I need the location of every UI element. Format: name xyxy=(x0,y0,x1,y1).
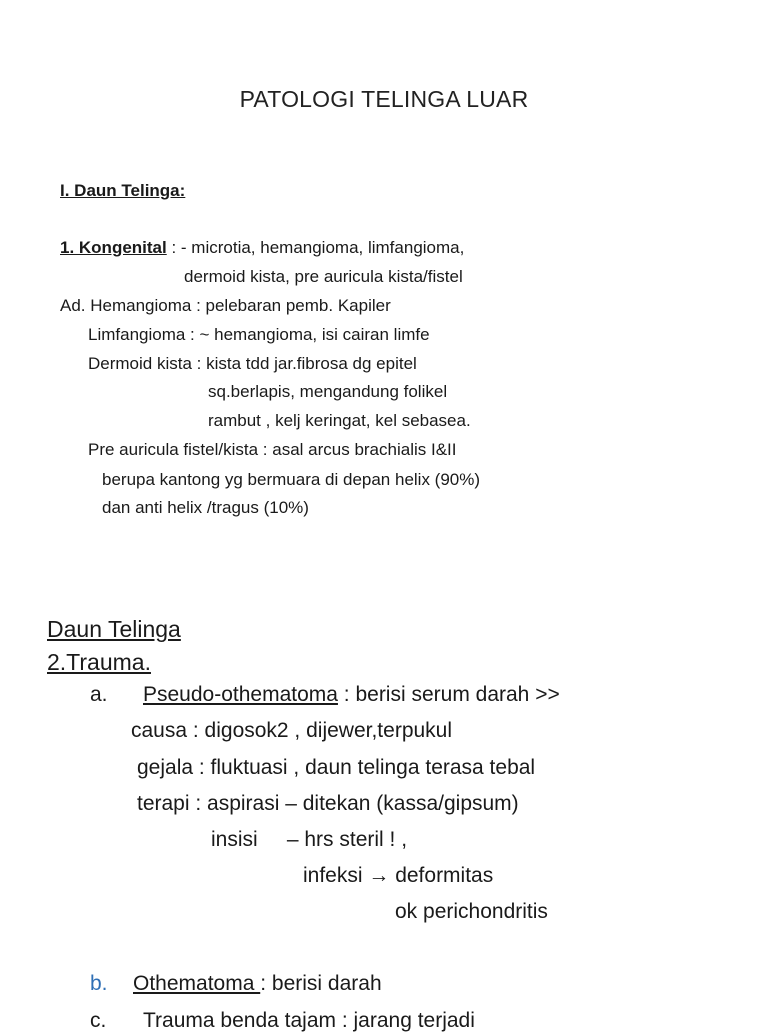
text-line: sq.berlapis, mengandung folikel xyxy=(208,382,448,401)
kongenital-label: 1. Kongenital xyxy=(60,238,167,257)
text-line: causa : digosok2 , dijewer,terpukul xyxy=(131,719,453,742)
page-title: PATOLOGI TELINGA LUAR xyxy=(239,86,529,112)
text-line: terapi : aspirasi – ditekan (kassa/gipsum) xyxy=(137,792,519,815)
text-line: Ad. Hemangioma : pelebaran pemb. Kapiler xyxy=(60,296,391,315)
text-line: berupa kantong yg bermuara di depan helix (90%) xyxy=(102,470,481,489)
list-item-a xyxy=(143,682,560,708)
item-b-description: : berisi darah xyxy=(260,972,382,995)
text-line: Pre auricula fistel/kista : asal arcus brachialis I&II xyxy=(88,440,457,459)
text-line: rambut , kelj keringat, kel sebasea. xyxy=(208,411,471,430)
text-line: Dermoid kista : kista tdd jar.fibrosa dg epitel xyxy=(88,354,417,373)
term-othematoma: Othematoma xyxy=(133,972,261,995)
text-line: gejala : fluktuasi , daun telinga terasa tebal xyxy=(137,756,536,779)
text-line: dan anti helix /tragus (10%) xyxy=(102,498,309,517)
text-line: Limfangioma : ~ hemangioma, isi cairan limfe xyxy=(88,325,430,344)
kongenital-text-continued: dermoid kista, pre auricula kista/fistel xyxy=(184,267,463,286)
slide2-heading: Daun Telinga xyxy=(47,616,181,642)
kongenital-line xyxy=(60,238,464,258)
slide2-subheading: 2.Trauma. xyxy=(47,649,151,675)
kongenital-text: : - microtia, hemangioma, limfangioma, xyxy=(166,238,465,257)
list-marker-c: c. xyxy=(90,1009,107,1032)
section-heading: I. Daun Telinga: xyxy=(60,181,186,200)
list-marker-b: b. xyxy=(90,972,108,995)
list-item-b xyxy=(133,971,382,997)
list-marker-a: a. xyxy=(90,683,108,706)
text-line: insisi – hrs steril ! , xyxy=(211,828,408,851)
item-a-description: : berisi serum darah >> xyxy=(337,683,560,706)
term-pseudo-othematoma: Pseudo-othematoma xyxy=(143,683,338,706)
text-line: infeksi → deformitas xyxy=(303,864,494,887)
list-item-c: Trauma benda tajam : jarang terjadi xyxy=(143,1009,475,1032)
text-line: ok perichondritis xyxy=(395,900,548,923)
